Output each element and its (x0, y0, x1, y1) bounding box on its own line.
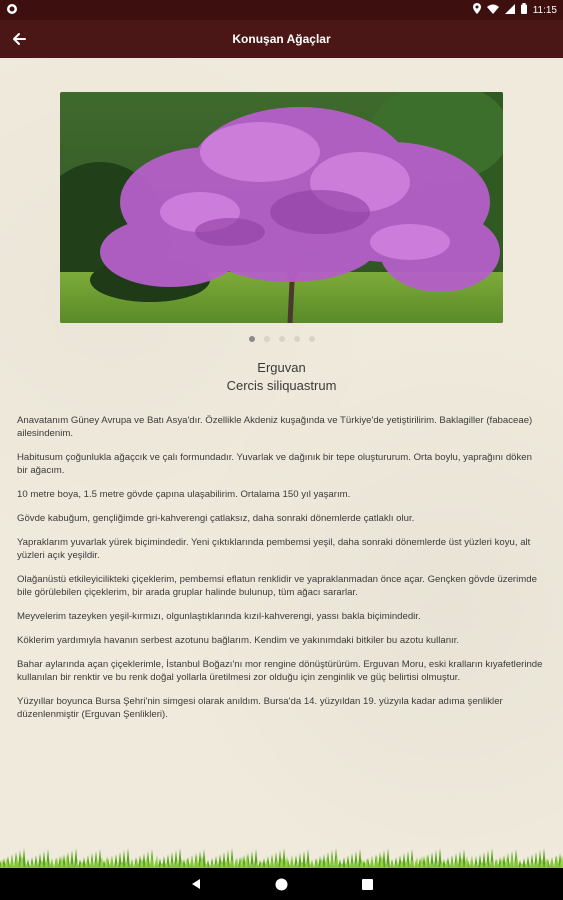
nav-home-button[interactable] (275, 877, 289, 891)
navigation-bar (0, 868, 563, 900)
page-title: Konuşan Ağaçlar (232, 32, 331, 46)
nav-back-button[interactable] (189, 877, 203, 891)
arrow-back-icon (12, 32, 26, 46)
nav-recents-button[interactable] (361, 877, 375, 891)
carousel-indicator (0, 336, 563, 342)
wifi-icon (487, 4, 499, 17)
paragraph: Köklerim yardımıyla havanın serbest azotunu bağlarım. Kendim ve yakınımdaki bitkiler bu azotu kullanır. (17, 635, 460, 646)
carousel-dot[interactable] (279, 336, 285, 342)
paragraph: Meyvelerim tazeyken yeşil-kırmızı, olgunlaştıklarında kızıl-kahverengi, yassı bakla biçimindedir. (17, 611, 421, 622)
status-bar (0, 0, 563, 20)
paragraph: Yüzyıllar boyunca Bursa Şehri'nin simgesi olarak anıldım. Bursa'da 14. yüzyıldan 19. yüzyıla kadar adıma şenlikler düzenlenmiştir (Erguvan Şenlikleri). (17, 696, 503, 720)
tree-latin-name: Cercis siliquastrum (226, 378, 337, 393)
tree-photo[interactable] (60, 92, 503, 323)
paragraph: Anavatanım Güney Avrupa ve Batı Asya'dır. Özellikle Akdeniz kuşağında ve Türkiye'de yetiştirilirim. Baklagiller (fabaceae) ailesindenim. (17, 415, 533, 439)
description (17, 414, 545, 732)
carousel-dot[interactable] (294, 336, 300, 342)
circle-home-icon (275, 878, 288, 891)
paragraph: Gövde kabuğum, gençliğimde gri-kahverengi çatlaksız, daha sonraki dönemlerde çatlaklı olur. (17, 513, 415, 524)
app-bar (0, 20, 563, 58)
carousel-dot[interactable] (309, 336, 315, 342)
square-recents-icon (362, 879, 373, 890)
carousel-dot[interactable] (249, 336, 255, 342)
app-notification-icon (6, 3, 18, 18)
battery-icon (521, 3, 527, 17)
tree-name: Erguvan (257, 360, 306, 375)
status-time: 11:15 (532, 4, 557, 16)
paragraph: 10 metre boya, 1.5 metre gövde çapına ulaşabilirim. Ortalama 150 yıl yaşarım. (17, 489, 351, 500)
paragraph: Habitusum çoğunlukla ağaçcık ve çalı formundadır. Yuvarlak ve dağınık bir tepe oluştururum. Orta boylu, yaprağını döken bir ağacım. (17, 452, 532, 476)
grass-decoration (0, 842, 563, 868)
content-area[interactable] (0, 58, 563, 848)
paragraph: Olağanüstü etkileyicilikteki çiçeklerim, pembemsi eflatun renklidir ve yapraklanmadan önce açar. Gençken gövde üzerimde bile görülebilen çiçeklerim, bir arada gruplar halinde bulunup, tüm ağacı sararlar. (17, 574, 537, 598)
paragraph: Bahar aylarında açan çiçeklerimle, İstanbul Boğazı'nı mor rengine dönüştürürüm. Erguvan Moru, eski kralların kıyafetlerinde kullanılan bir renktir ve bu renk doğal yollarla üretilmesi zor olduğu için zenginlik ve güç belirtisi olmuştur. (17, 659, 543, 683)
paragraph: Yapraklarım yuvarlak yürek biçimindedir. Yeni çıktıklarında pembemsi yeşil, daha sonraki dönemlerde üst yüzleri koyu, alt yüzleri açık yeşildir. (17, 537, 531, 561)
location-icon (473, 3, 481, 17)
signal-icon (505, 4, 515, 17)
triangle-back-icon (190, 878, 202, 890)
back-button[interactable] (8, 28, 30, 50)
carousel-dot[interactable] (264, 336, 270, 342)
